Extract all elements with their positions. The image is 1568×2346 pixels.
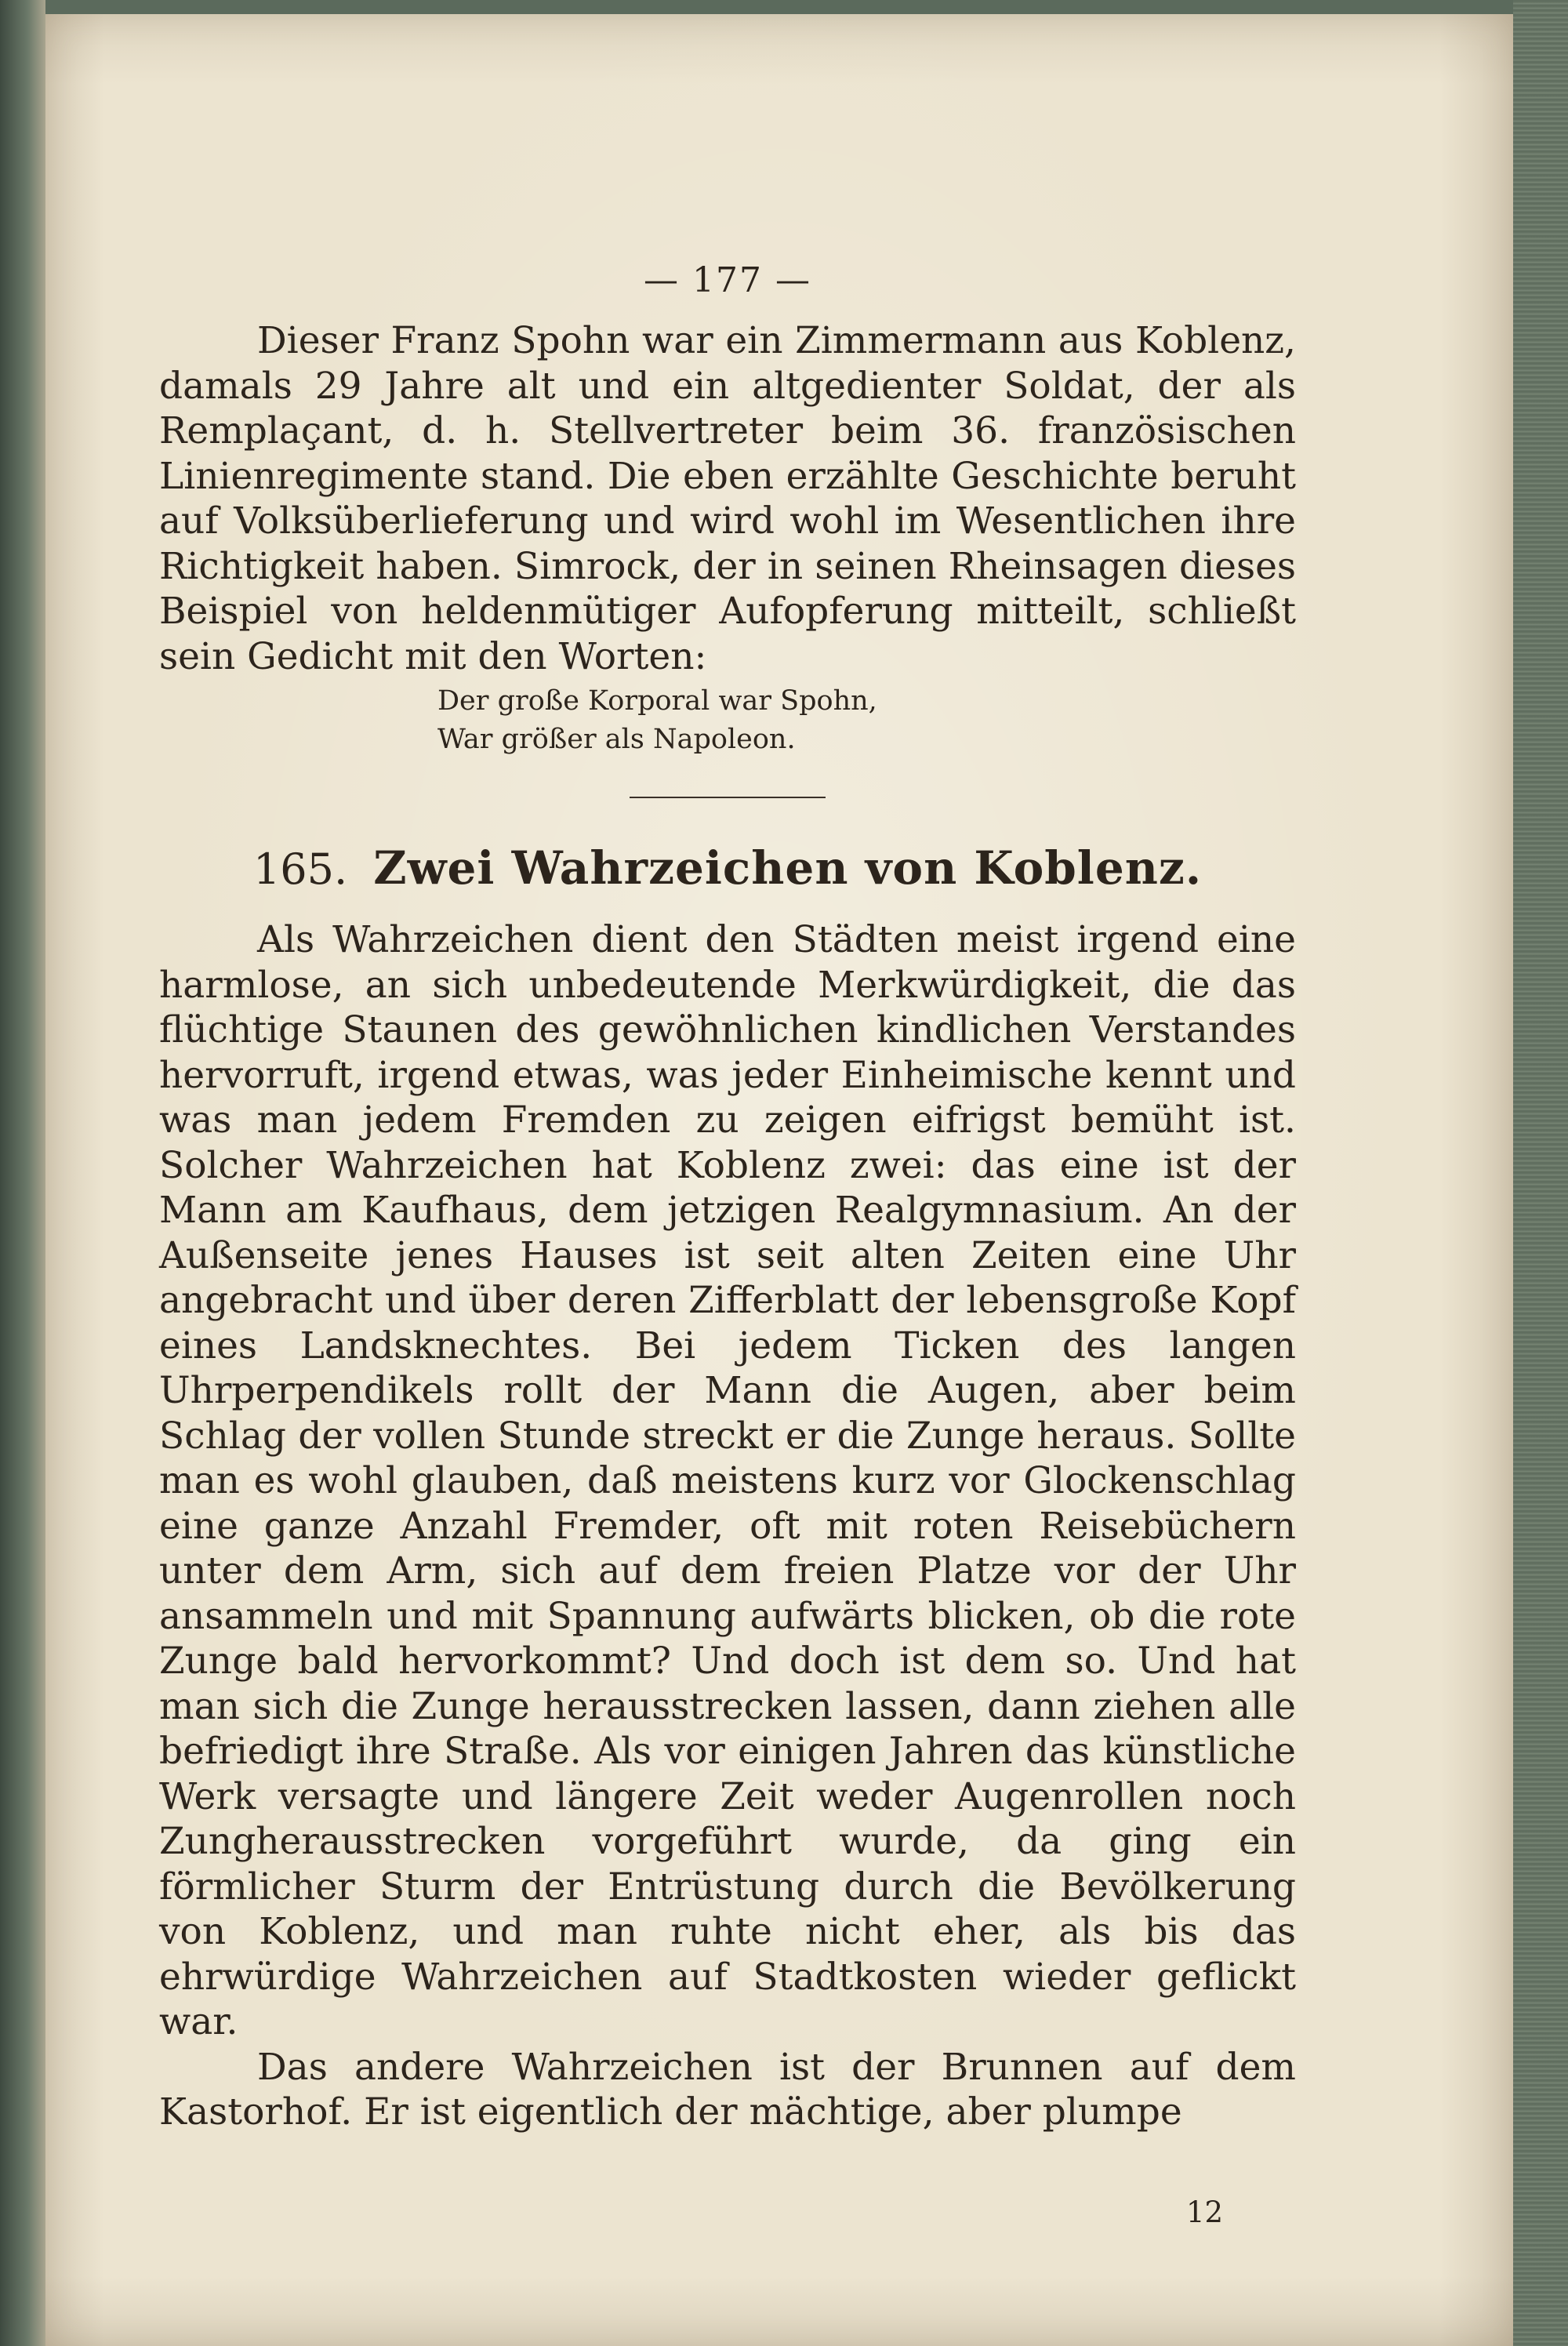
section-number: 165.	[252, 844, 348, 894]
book-page	[45, 14, 1513, 2346]
printer-signature-mark: 12	[1186, 2195, 1224, 2229]
book-binding-right	[1513, 0, 1568, 2346]
section-title: Zwei Wahrzeichen von Koblenz.	[373, 841, 1203, 895]
intro-paragraph: Dieser Franz Spohn war ein Zimmermann aus Koblenz, damals 29 Jahre alt und ein altgedienter Soldat, der als Remplaçant, d. h. Stellvertreter beim 36. französischen Linienregimente stand. Die eben erzählte Geschichte beruht auf Volksüberlieferung und wird wohl im Wesentlichen ihre Richtigkeit haben. Simrock, der in seinen Rheinsagen dieses Beispiel von heldenmütiger Aufopferung mitteilt, schließt sein Gedicht mit den Worten:	[159, 319, 1296, 678]
verse-line-1: Der große Korporal war Spohn,	[437, 685, 877, 717]
book-binding-left	[0, 0, 45, 2346]
verse-quote	[437, 682, 1296, 759]
section-divider	[630, 797, 826, 798]
body-paragraph-2: Das andere Wahrzeichen ist der Brunnen auf dem Kastorhof. Er ist eigentlich der mächtige, aber plumpe	[159, 2045, 1296, 2134]
page-number: — 177 —	[644, 260, 811, 300]
verse-line-2: War größer als Napoleon.	[437, 724, 796, 755]
section-heading	[159, 836, 1296, 900]
body-paragraph-1: Als Wahrzeichen dient den Städten meist irgend eine harmlose, an sich unbedeutende Merkwürdigkeit, die das flüchtige Staunen des gewöhnlichen kindlichen Verstandes hervorruft, irgend etwas, was jeder Einheimische kennt und was man jedem Fremden zu zeigen eifrigst bemüht ist. Solcher Wahrzeichen hat Koblenz zwei: das eine ist der Mann am Kaufhaus, dem jetzigen Realgymnasium. An der Außenseite jenes Hauses ist seit alten Zeiten eine Uhr angebracht und über deren Zifferblatt der lebensgroße Kopf eines Landsknechtes. Bei jedem Ticken des langen Uhrperpendikels rollt der Mann die Augen, aber beim Schlag der vollen Stunde streckt er die Zunge heraus. Sollte man es wohl glauben, daß meistens kurz vor Glockenschlag eine ganze Anzahl Fremder, oft mit roten Reisebüchern unter dem Arm, sich auf dem freien Platze vor der Uhr ansammeln und mit Spannung aufwärts blicken, ob die rote Zunge bald hervorkommt? Und doch ist dem so. Und hat man sich die Zunge herausstrecken lassen, dann ziehen alle befriedigt ihre Straße. Als vor einigen Jahren das künstliche Werk versagte und längere Zeit weder Augenrollen noch Zungherausstrecken vorgeführt wurde, da ging ein förmlicher Sturm der Entrüstung durch die Bevölkerung von Koblenz, und man ruhte nicht eher, als bis das ehrwürdige Wahrzeichen auf Stadtkosten wieder geflickt war.	[159, 918, 1296, 2043]
text-block	[159, 257, 1296, 2135]
